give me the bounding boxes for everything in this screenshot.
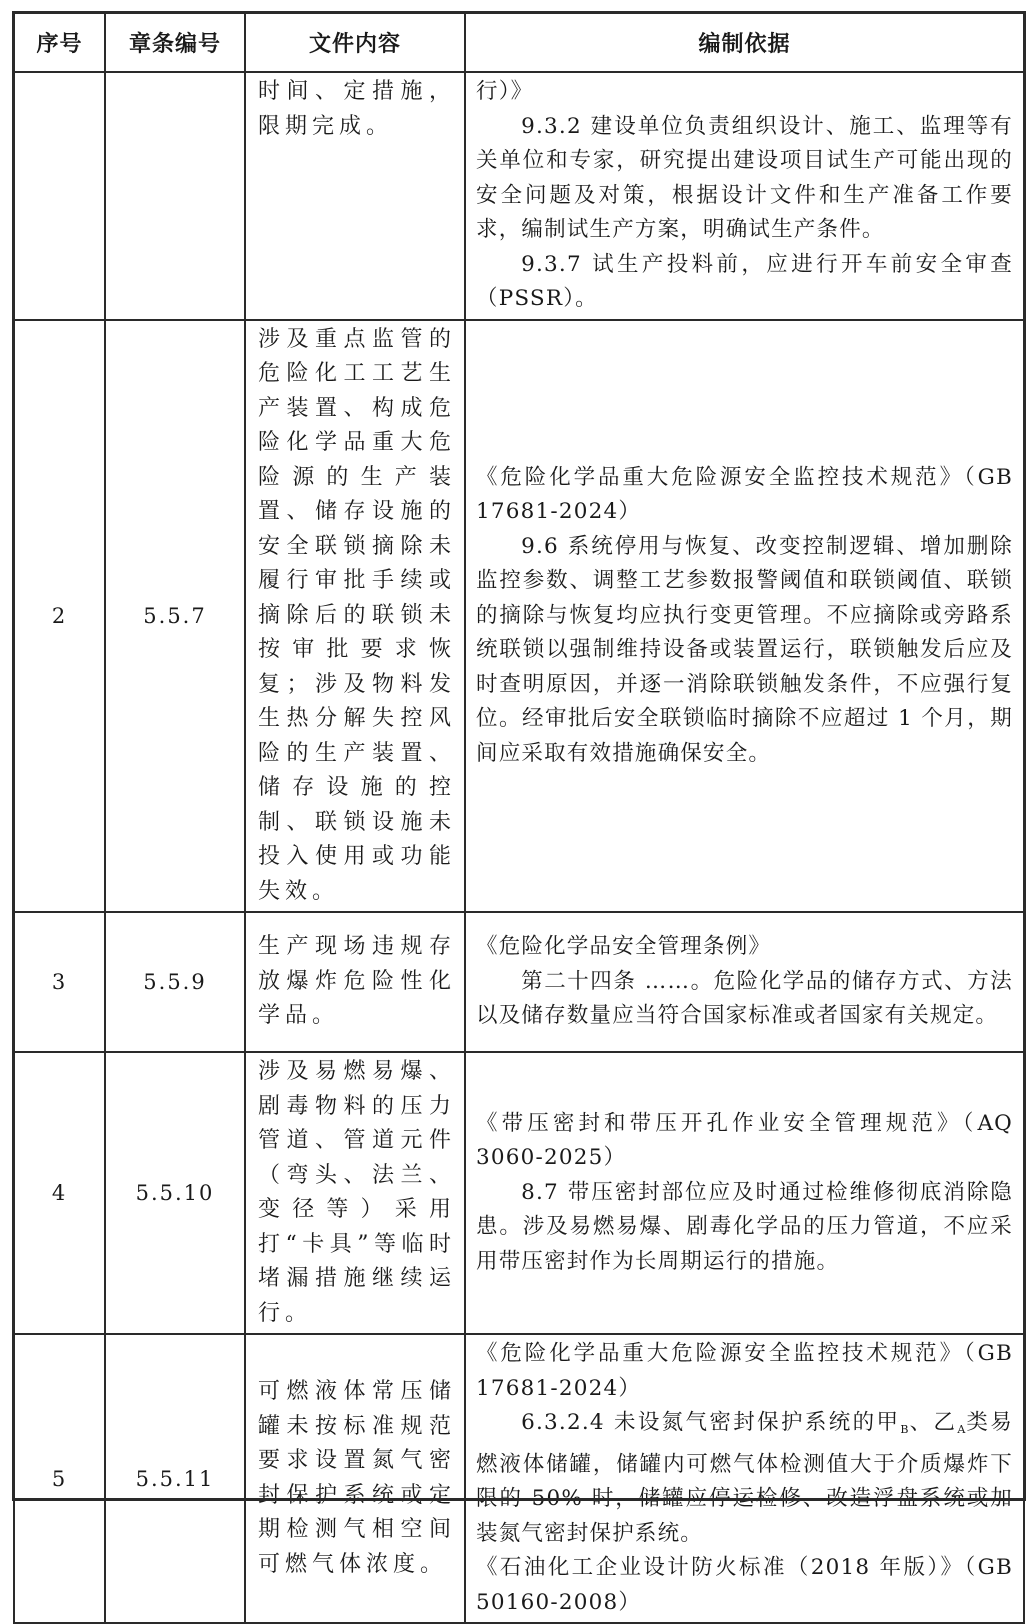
cell-code (105, 72, 245, 320)
basis-paragraph: 8.7 带压密封部位应及时通过检维修彻底消除隐患。涉及易燃易爆、剧毒化学品的压力管道，不应采用带压密封作为长周期运行的措施。 (476, 1179, 1013, 1274)
cell-content (245, 1334, 465, 1623)
basis-paragraph: 《危险化学品安全管理条例》 (476, 934, 772, 960)
basis-paragraph (476, 1406, 1013, 1551)
content-text: 可燃液体常压储罐未按标准规范要求设置氮气密封保护系统或定期检测气相空间可燃气体浓度。 (258, 1379, 456, 1577)
table-row (14, 1334, 1024, 1623)
basis-paragraph: 行）》 (476, 79, 534, 104)
cell-code: 5.5.10 (105, 1052, 245, 1334)
basis-paragraph: 《危险化学品重大危险源安全监控技术规范》（GB 17681-2024） (476, 464, 1013, 524)
cell-seq: 2 (14, 320, 105, 913)
table-row (14, 912, 1024, 1052)
basis-paragraph: 9.3.2 建设单位负责组织设计、施工、监理等有关单位和专家，研究提出建设项目试生产可能出现的安全问题及对策，根据设计文件和生产准备工作要求，编制试生产方案，明确试生产条件。 (476, 113, 1013, 242)
content-text: 生产现场违规存放爆炸危险性化学品。 (258, 934, 456, 1029)
basis-paragraph: 9.6 系统停用与恢复、改变控制逻辑、增加删除监控参数、调整工艺参数报警阈值和联锁阈值、联锁的摘除与恢复均应执行变更管理。不应摘除或旁路系统联锁以强制维持设备或装置运行，联锁触发后应及时查明原因，并逐一消除联锁触发条件，不应强行复位。经审批后安全联锁临时摘除不应超过 1 个月，期间应采取有效措施确保安全。 (476, 533, 1013, 766)
header-content: 文件内容 (245, 13, 465, 72)
cell-basis (465, 1052, 1024, 1334)
table-row (14, 72, 1024, 320)
cell-code: 5.5.9 (105, 912, 245, 1052)
cell-basis (465, 912, 1024, 1052)
table-row (14, 320, 1024, 913)
basis-paragraph: 《危险化学品重大危险源安全监控技术规范》（GB 17681-2024） (476, 1341, 1013, 1401)
cell-content (245, 72, 465, 320)
subscript-a: A (957, 1423, 966, 1436)
basis-text: 、乙 (908, 1410, 958, 1435)
cell-code: 5.5.11 (105, 1334, 245, 1623)
cell-basis (465, 72, 1024, 320)
cell-seq: 3 (14, 912, 105, 1052)
content-text: 涉及易燃易爆、剧毒物料的压力管道、管道元件（弯头、法兰、变径等）采用打“卡具”等临时堵漏措施继续运行。 (258, 1059, 456, 1326)
table-row (14, 1052, 1024, 1334)
cell-seq: 4 (14, 1052, 105, 1334)
basis-paragraph: 《石油化工企业设计防火标准（2018 年版）》（GB 50160-2008） (476, 1555, 1013, 1615)
header-seq: 序号 (14, 13, 105, 72)
basis-text: 6.3.2.4 未设氮气密封保护系统的甲 (521, 1410, 901, 1435)
cell-basis (465, 1334, 1024, 1623)
content-text: 时间、定措施，限期完成。 (258, 79, 456, 139)
subscript-b: B (900, 1423, 909, 1436)
cell-basis (465, 320, 1024, 913)
cell-content (245, 320, 465, 913)
cell-seq: 5 (14, 1334, 105, 1623)
cell-code: 5.5.7 (105, 320, 245, 913)
basis-text: 类易燃液体储罐，储罐内可燃气体检测值大于介质爆炸下限的 50% 时，储罐应停运检修、改造浮盘系统或加装氮气密封保护系统。 (476, 1410, 1013, 1546)
cell-content (245, 1052, 465, 1334)
cell-content (245, 912, 465, 1052)
table-header-row (14, 13, 1024, 72)
header-code: 章条编号 (105, 13, 245, 72)
basis-paragraph: 《带压密封和带压开孔作业安全管理规范》（AQ 3060-2025） (476, 1110, 1013, 1171)
regulation-table (13, 12, 1025, 1624)
basis-paragraph: 第二十四条 ……。危险化学品的储存方式、方法以及储存数量应当符合国家标准或者国家有关规定。 (476, 968, 1013, 1029)
header-basis: 编制依据 (465, 13, 1024, 72)
content-text: 涉及重点监管的危险化工工艺生产装置、构成危险化学品重大危险源的生产装置、储存设施的安全联锁摘除未履行审批手续或摘除后的联锁未按审批要求恢复；涉及物料发生热分解失控风险的生产装置、储存设施的控制、联锁设施未投入使用或功能失效。 (258, 326, 456, 904)
basis-paragraph: 9.3.7 试生产投料前，应进行开车前安全审查（PSSR）。 (476, 251, 1013, 311)
cell-seq (14, 72, 105, 320)
